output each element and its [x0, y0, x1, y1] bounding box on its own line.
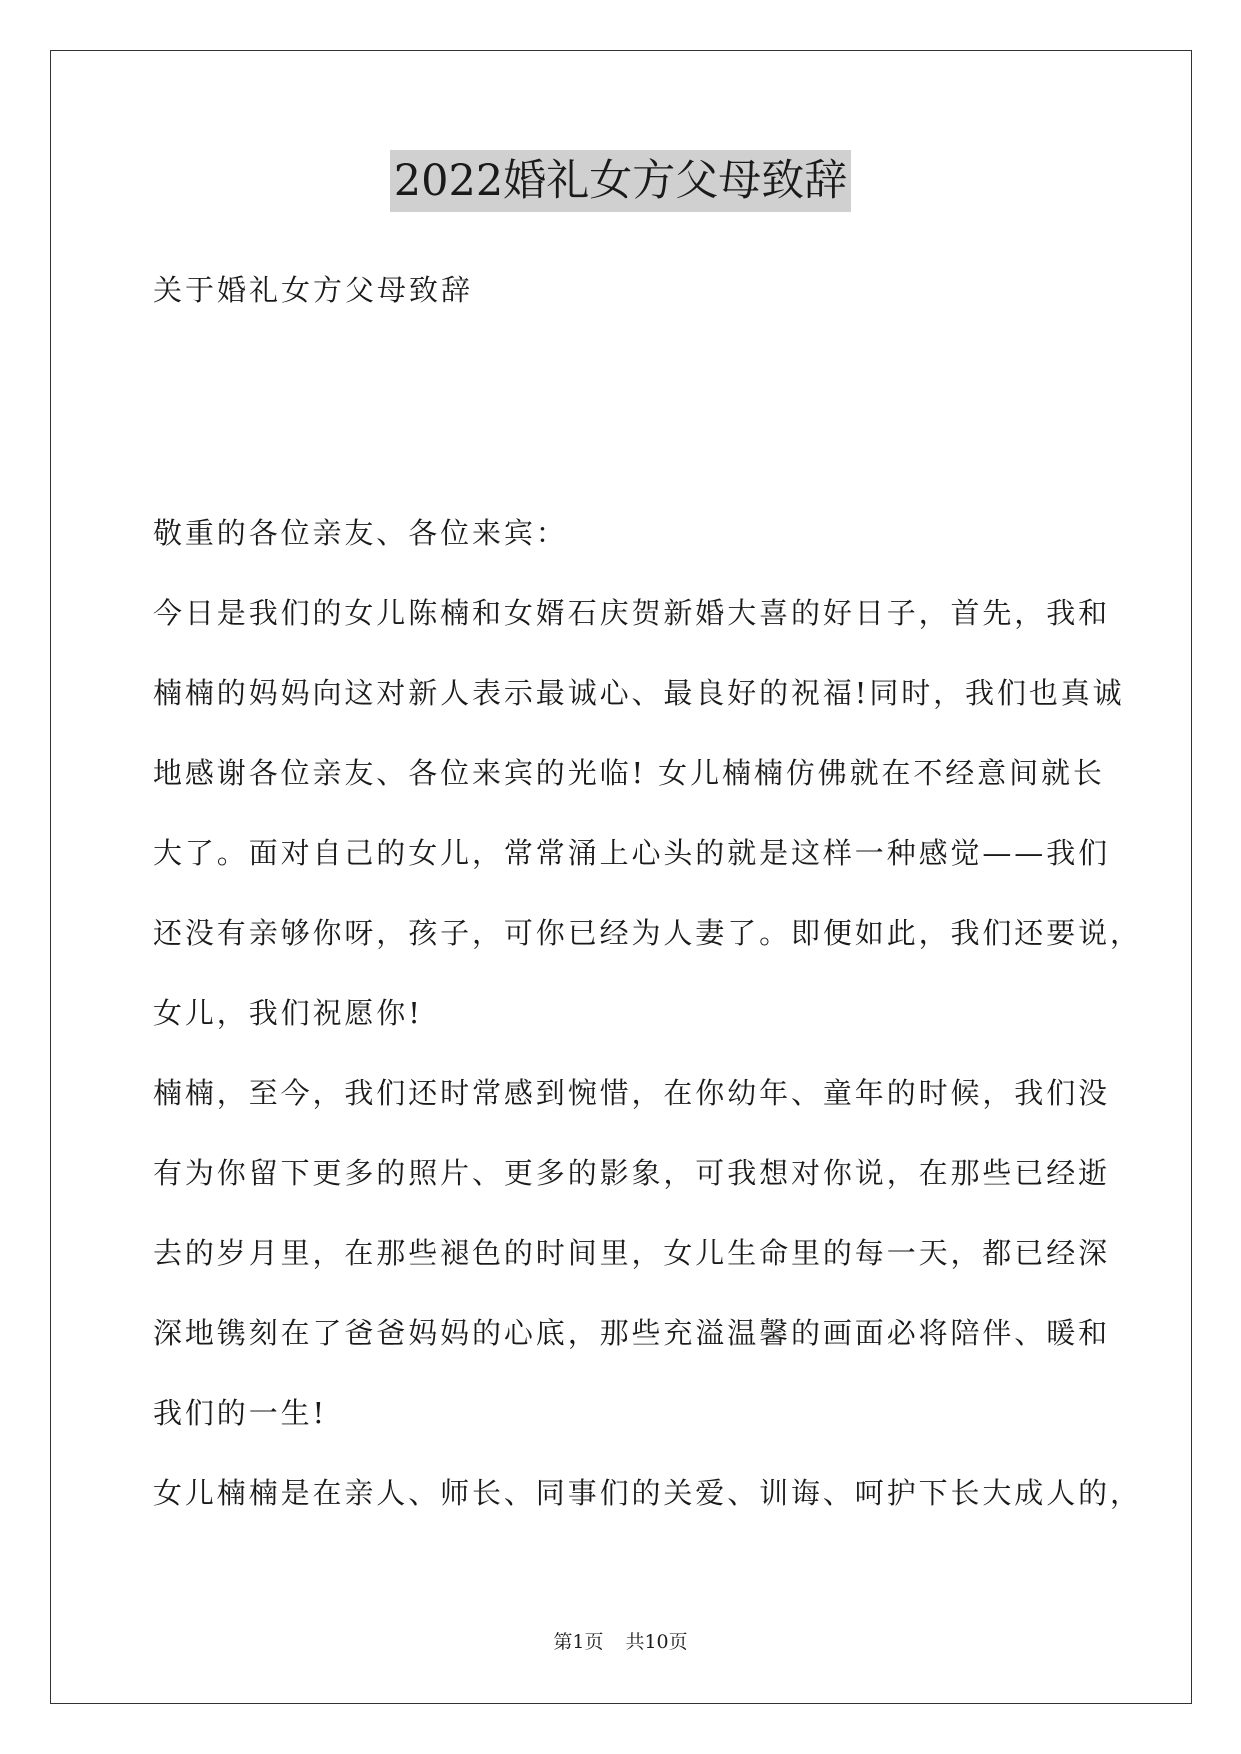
paragraph-line: 有为你留下更多的照片、更多的影象，可我想对你说，在那些已经逝 [153, 1156, 1111, 1190]
document-body [153, 513, 1142, 1553]
paragraph-line: 今日是我们的女儿陈楠和女婿石庆贺新婚大喜的好日子，首先，我和 [153, 596, 1111, 630]
page-footer [0, 1630, 1241, 1654]
paragraph-line: 女儿楠楠是在亲人、师长、同事们的关爱、训诲、呵护下长大成人的， [153, 1476, 1142, 1510]
page-number: 第1页 [553, 1631, 604, 1653]
paragraph-line: 深地镌刻在了爸爸妈妈的心底，那些充溢温馨的画面必将陪伴、暖和 [153, 1316, 1111, 1350]
paragraph-line: 去的岁月里，在那些褪色的时间里，女儿生命里的每一天，都已经深 [153, 1236, 1111, 1270]
paragraph-line: 我们的一生! [153, 1396, 328, 1430]
paragraph-line: 地感谢各位亲友、各位来宾的光临! 女儿楠楠仿佛就在不经意间就长 [153, 756, 1105, 790]
paragraph-line: 大了。面对自己的女儿，常常涌上心头的就是这样一种感觉——我们 [153, 836, 1111, 870]
paragraph-line: 楠楠的妈妈向这对新人表示最诚心、最良好的祝福!同时，我们也真诚 [153, 676, 1125, 710]
title-container [0, 150, 1241, 212]
paragraph-line: 女儿，我们祝愿你! [153, 996, 423, 1030]
paragraph-line: 还没有亲够你呀，孩子，可你已经为人妻了。即便如此，我们还要说， [153, 916, 1142, 950]
document-title: 2022婚礼女方父母致辞 [390, 150, 851, 212]
page-total: 共10页 [625, 1631, 688, 1653]
paragraph-line: 敬重的各位亲友、各位来宾： [153, 516, 568, 550]
paragraph-line: 楠楠，至今，我们还时常感到惋惜，在你幼年、童年的时候，我们没 [153, 1076, 1111, 1110]
document-subtitle: 关于婚礼女方父母致辞 [153, 273, 474, 307]
